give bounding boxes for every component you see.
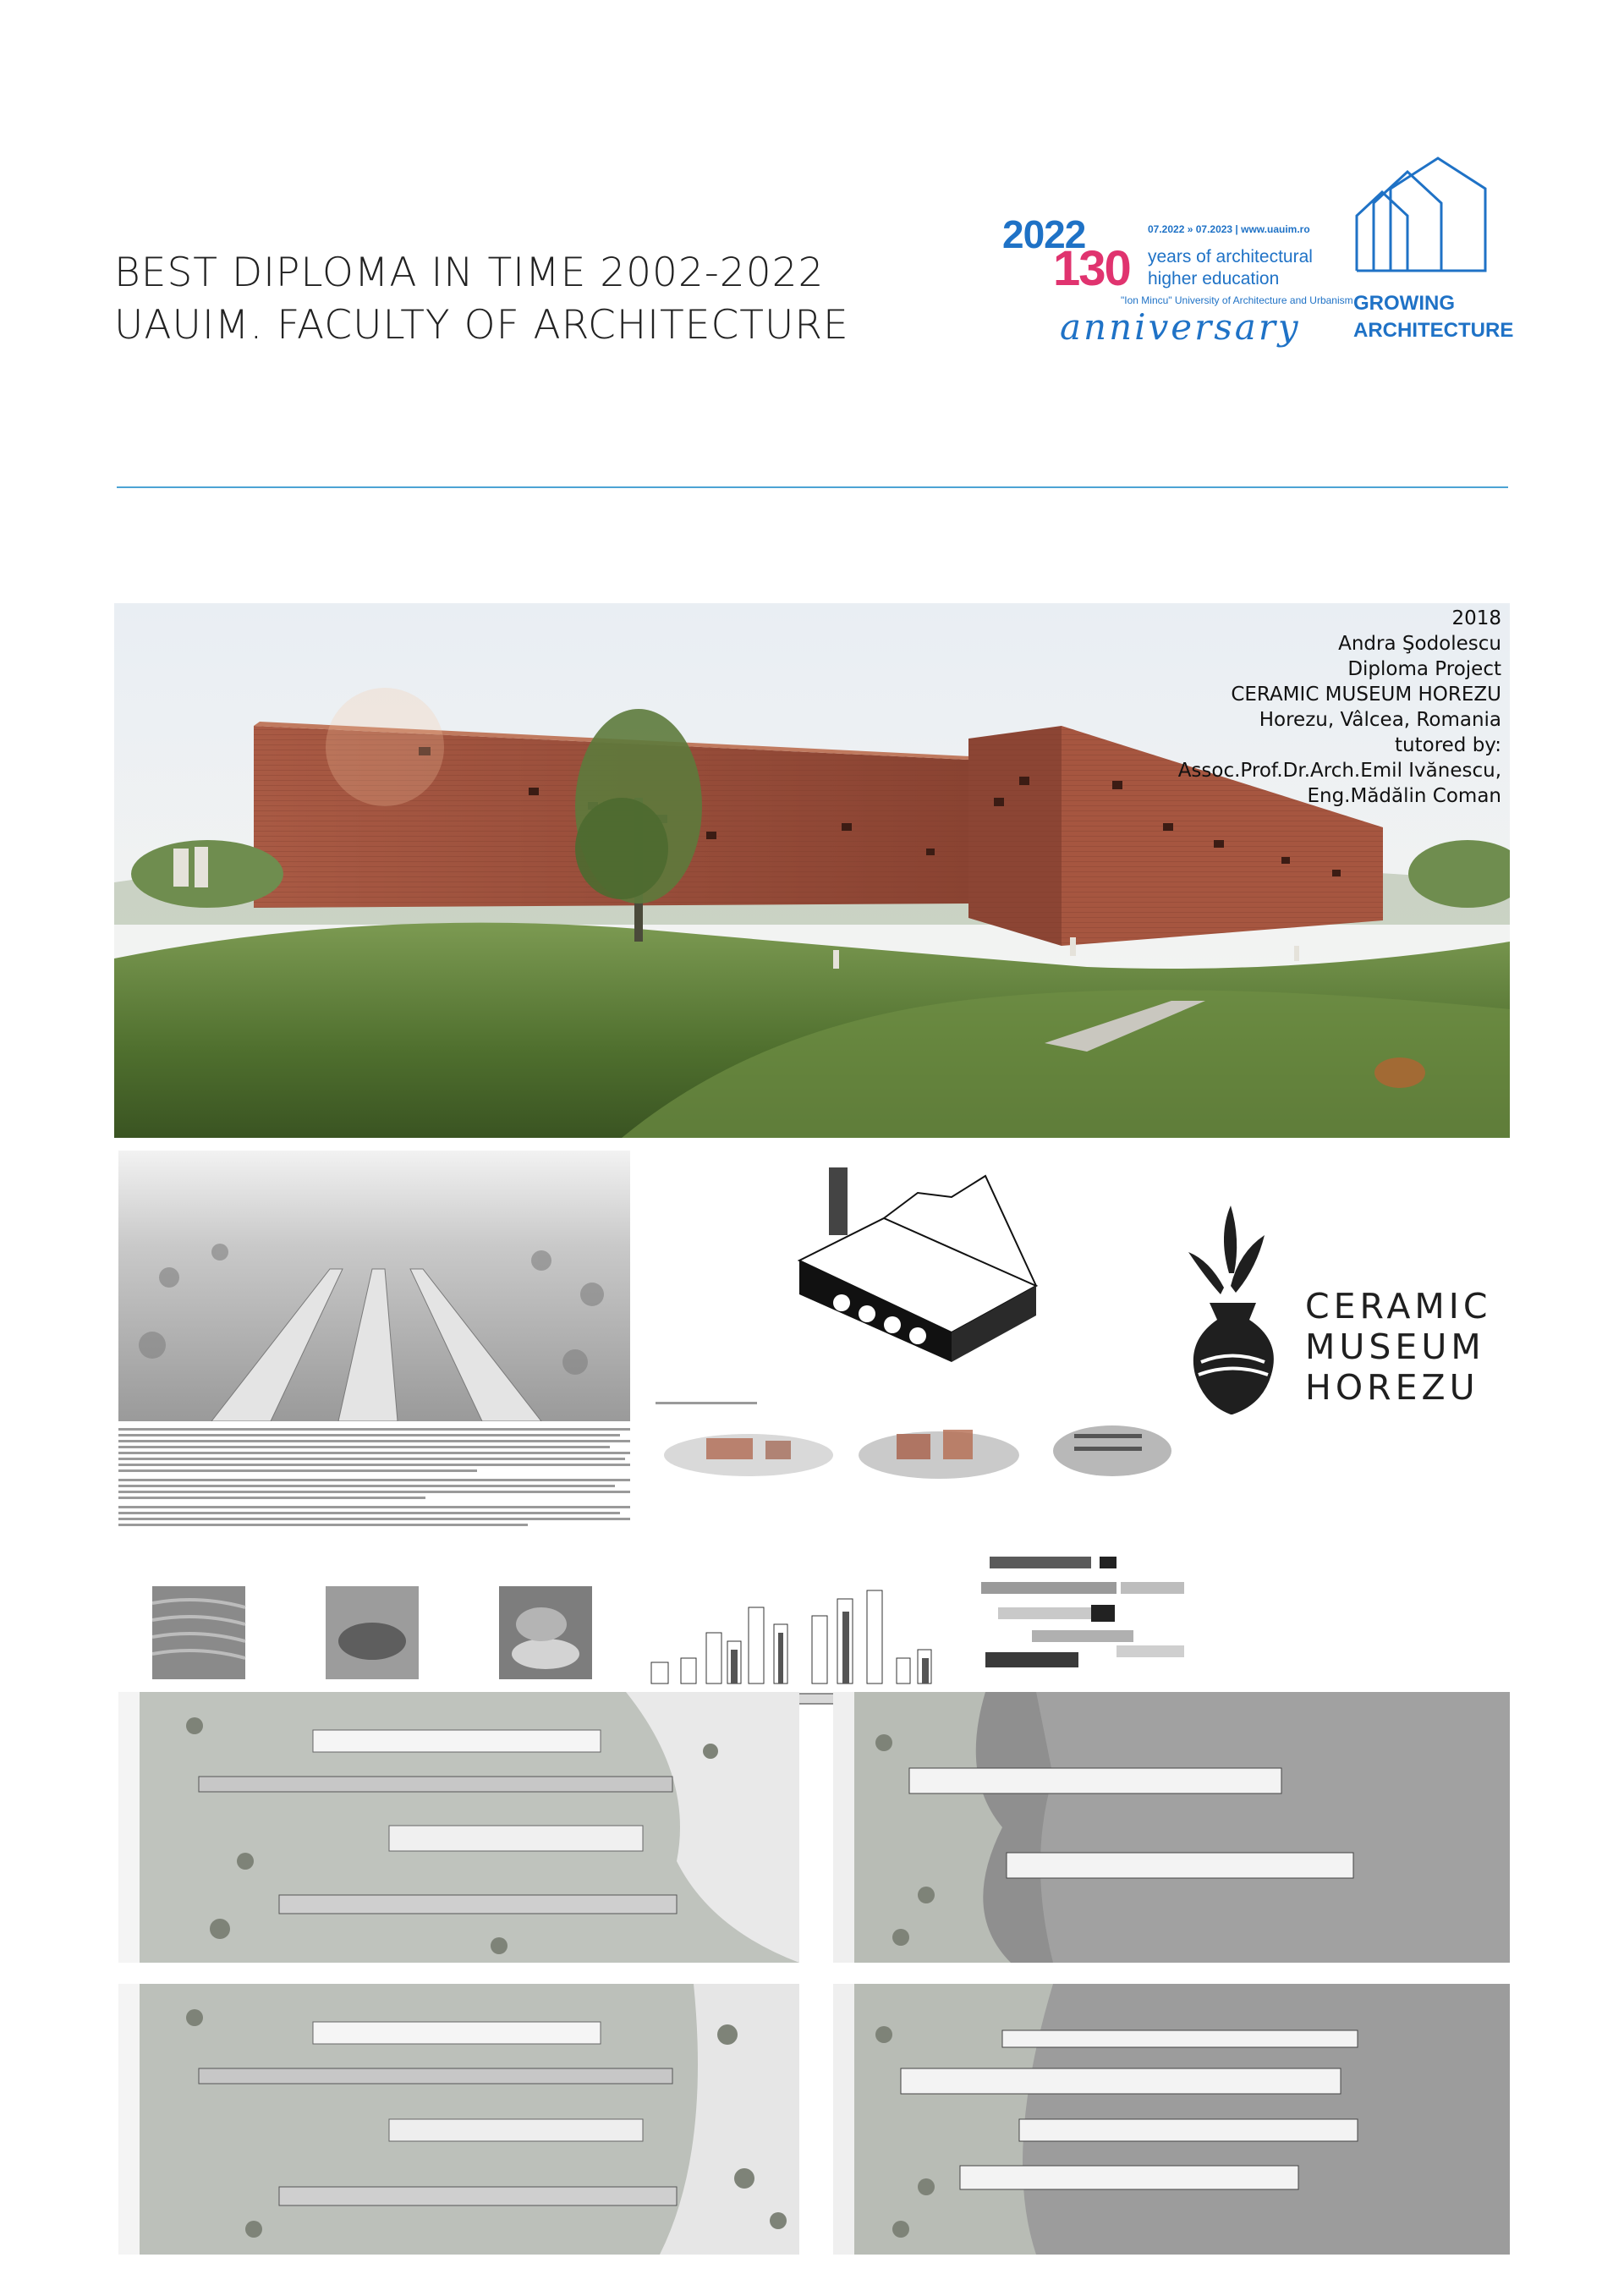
growing-architecture-logo xyxy=(1353,157,1522,355)
flow-diagram xyxy=(981,1552,1188,1671)
anniversary-university: "Ion Mincu" University of Architecture and Urbanism xyxy=(1121,294,1353,306)
anniversary-line-2: higher education xyxy=(1148,269,1280,288)
aerial-render xyxy=(118,1151,630,1421)
anniversary-logo xyxy=(1002,211,1353,351)
project-info xyxy=(1178,606,1501,809)
title-line-1: BEST DIPLOMA IN TIME 2002-2022 xyxy=(114,250,825,296)
site-plan-2 xyxy=(833,1692,1510,1963)
program-diagram xyxy=(643,1574,956,1709)
concept-sketches xyxy=(656,1400,1176,1493)
axonometric-section-drawing xyxy=(782,1159,1091,1362)
anniversary-number: 130 xyxy=(1053,241,1130,296)
site-plan-1-drawing xyxy=(118,1692,799,1963)
logo-museum: MUSEUM xyxy=(1305,1326,1485,1367)
texture-photos-image xyxy=(152,1582,592,1684)
poster-title xyxy=(114,247,875,352)
axonometric-section xyxy=(782,1159,1091,1362)
flow-diagram-drawing xyxy=(981,1552,1188,1671)
program-bars-drawing xyxy=(643,1574,956,1709)
project-location: Horezu, Vâlcea, Romania xyxy=(1259,709,1501,731)
vase-icon xyxy=(1171,1193,1298,1421)
project-name: CERAMIC MUSEUM HOREZU xyxy=(1231,684,1501,706)
site-plan-2-drawing xyxy=(833,1692,1510,1963)
logo-ceramic: CERAMIC xyxy=(1305,1286,1492,1326)
project-type: Diploma Project xyxy=(1347,658,1501,680)
site-plan-3 xyxy=(118,1984,799,2255)
anniversary-line-1: years of architectural xyxy=(1148,247,1313,266)
project-author: Andra Şodolescu xyxy=(1338,633,1501,655)
project-year: 2018 xyxy=(1451,607,1501,629)
concept-sketches-image xyxy=(656,1400,1176,1493)
site-plan-3-drawing xyxy=(118,1984,799,2255)
tutor-2: Eng.Mădălin Coman xyxy=(1307,785,1501,807)
header-divider xyxy=(117,486,1508,488)
architecture-label: ARCHITECTURE xyxy=(1353,319,1514,342)
museum-logo xyxy=(1171,1193,1527,1421)
description-text-block xyxy=(118,1428,630,1546)
tutor-1: Assoc.Prof.Dr.Arch.Emil Ivănescu, xyxy=(1177,760,1501,782)
hero-render xyxy=(114,603,1510,1138)
logo-horezu: HOREZU xyxy=(1305,1367,1479,1408)
anniversary-year: 2022 xyxy=(1002,212,1086,256)
site-plan-4-drawing xyxy=(833,1984,1510,2255)
site-plan-1 xyxy=(118,1692,799,1963)
site-plan-4 xyxy=(833,1984,1510,2255)
tutored-label: tutored by: xyxy=(1395,734,1501,756)
title-line-2: UAUIM. FACULTY OF ARCHITECTURE xyxy=(114,302,849,349)
anniversary-word: anniversary xyxy=(1060,306,1301,348)
texture-photos xyxy=(152,1582,592,1684)
aerial-render-image xyxy=(118,1151,630,1421)
houses-icon xyxy=(1353,157,1522,275)
anniversary-dates: 07.2022 » 07.2023 | www.uauim.ro xyxy=(1148,223,1310,235)
growing-label: GROWING xyxy=(1353,292,1455,315)
